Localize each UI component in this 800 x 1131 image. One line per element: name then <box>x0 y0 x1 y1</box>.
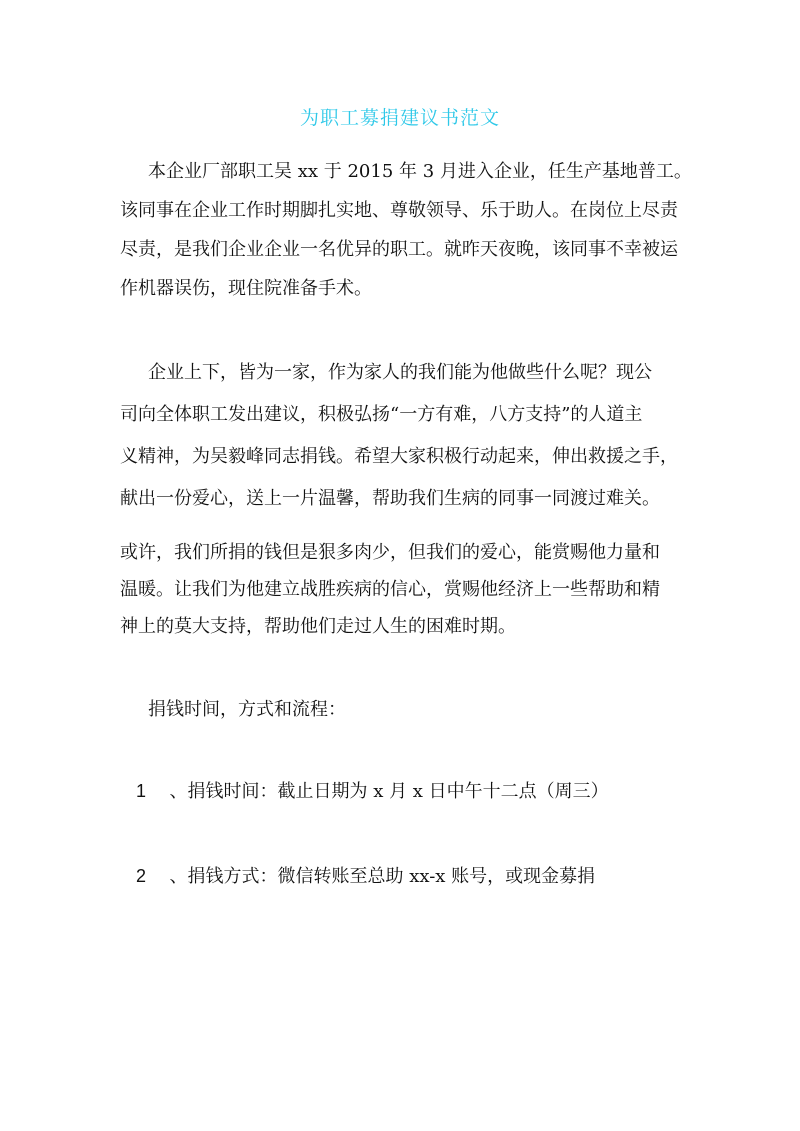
document-title: 为职工募捐建议书范文 <box>299 107 500 129</box>
paragraph-line: 作机器误伤，现住院准备手术。 <box>120 278 372 299</box>
list-item <box>136 864 595 889</box>
paragraph-line: 该同事在企业工作时期脚扎实地、尊敬领导、乐于助人。在岗位上尽责 <box>120 200 678 221</box>
paragraph-line: 本企业厂部职工吴 xx 于 2015 年 3 月进入企业，任生产基地普工。 <box>148 161 692 182</box>
list-item-number: 1 <box>136 781 147 801</box>
list-item-text: 、捐钱方式：微信转账至总助 xx-x 账号，或现金募捐 <box>169 866 596 887</box>
paragraph-line: 或许，我们所捐的钱但是狠多肉少，但我们的爱心，能赏赐他力量和 <box>120 542 660 563</box>
paragraph-line: 义精神，为吴毅峰同志捐钱。希望大家积极行动起来，伸出救援之手， <box>120 446 678 467</box>
list-item-text: 、捐钱时间：截止日期为 x 月 x 日中午十二点（周三） <box>169 781 609 802</box>
list-item-number: 2 <box>136 866 147 886</box>
paragraph-line: 尽责，是我们企业企业一名优异的职工。就昨天夜晚，该同事不幸被运 <box>120 239 678 260</box>
paragraph-line: 企业上下，皆为一家，作为家人的我们能为他做些什么呢？现公 <box>148 362 652 383</box>
paragraph-line: 神上的莫大支持，帮助他们走过人生的困难时期。 <box>120 616 516 637</box>
section-heading: 捐钱时间，方式和流程： <box>148 699 346 720</box>
paragraph-line: 司向全体职工发出建议，积极弘扬“一方有难，八方支持”的人道主 <box>120 404 643 425</box>
paragraph-line: 献出一份爱心，送上一片温馨，帮助我们生病的同事一同渡过难关。 <box>120 488 660 509</box>
paragraph-line: 温暖。让我们为他建立战胜疾病的信心，赏赐他经济上一些帮助和精 <box>120 579 660 600</box>
list-item <box>136 779 609 804</box>
